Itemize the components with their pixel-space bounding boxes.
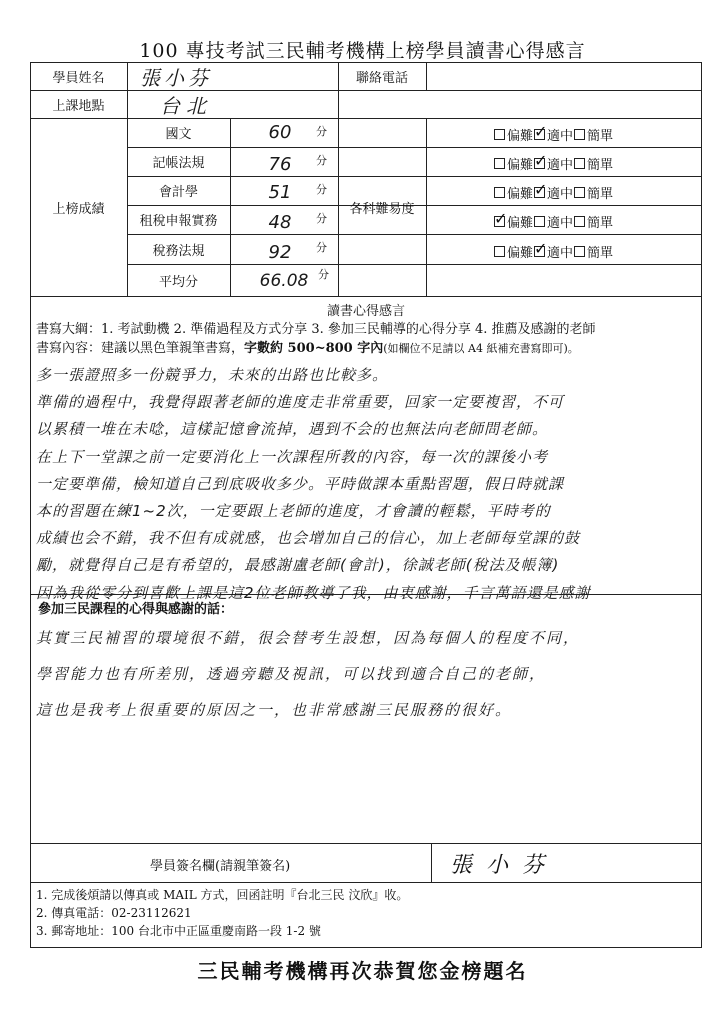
score-unit: 分 (316, 241, 327, 254)
difficulty-checkbox[interactable] (494, 246, 505, 257)
difficulty-checkbox[interactable] (574, 246, 585, 257)
difficulty-row: 偏難 ✓ 適中 簡單 (494, 242, 613, 261)
difficulty-checkbox[interactable] (534, 187, 545, 198)
subject-score[interactable]: 76 (268, 154, 292, 175)
essay-content-hint: 書寫內容：建議以黑色筆親筆書寫，字數約 500~800 字內(如欄位不足請以 A4 紙補充書寫即可)。 (36, 341, 579, 356)
difficulty-checkbox[interactable] (494, 158, 505, 169)
score-unit: 分 (316, 154, 327, 167)
notes (36, 886, 408, 940)
contact-label: 聯絡電話 (355, 70, 408, 86)
difficulty-checkbox[interactable] (574, 158, 585, 169)
difficulty-checkbox[interactable] (574, 187, 585, 198)
subject-name: 國文 (165, 127, 192, 142)
note-item: 1. 完成後煩請以傳真或 MAIL 方式，回函註明『台北三民 汶欣』收。 (36, 888, 409, 902)
subject-name: 租稅申報實務 (139, 214, 218, 229)
essay-line: 多一張證照多一份競爭力，未來的出路也比較多。 (36, 366, 389, 384)
score-unit: 分 (316, 183, 327, 196)
subject-score[interactable]: 60 (268, 122, 292, 143)
thanks-line: 學習能力也有所差別，透過旁聽及視訊，可以找到適合自己的老師， (36, 665, 547, 683)
subject-name: 記帳法規 (152, 156, 205, 171)
difficulty-checkbox[interactable] (534, 246, 545, 257)
signature-value[interactable]: 張小芬 (450, 853, 559, 878)
difficulty-row: ✓ 偏難 適中 簡單 (494, 212, 613, 231)
location-label: 上課地點 (52, 98, 105, 114)
essay-line: 一定要準備，檢知道自己到底吸收多少。平時做課本重點習題，假日時就課 (36, 474, 565, 493)
subject-name: 稅務法規 (152, 243, 205, 259)
thanks-title: 參加三民課程的心得與感謝的話： (38, 602, 234, 617)
essay-line: 因為我從零分到喜歡上課是這2位老師教導了我，由衷感謝，千言萬語還是感謝 (36, 583, 591, 602)
name-label: 學員姓名 (52, 70, 105, 86)
average-label: 平均分 (158, 274, 198, 290)
contact-value[interactable] (426, 62, 702, 90)
difficulty-checkbox[interactable] (534, 216, 545, 227)
difficulty-checkbox[interactable] (534, 129, 545, 140)
essay-text[interactable] (36, 362, 696, 607)
difficulty-section-label: 各科難易度 (349, 201, 415, 217)
difficulty-checkbox[interactable] (534, 158, 545, 169)
essay-title: 讀書心得感言 (326, 304, 405, 319)
essay-line: 成績也会不錯，我不但有成就感，也会增加自己的信心，加上老師每堂課的鼓 (36, 529, 581, 548)
score-unit: 分 (316, 125, 327, 138)
subject-score[interactable]: 48 (268, 212, 292, 233)
difficulty-checkbox[interactable] (574, 216, 585, 227)
name-value[interactable]: 張小芬 (140, 65, 212, 90)
essay-line: 準備的過程中，我覺得跟著老師的進度走非常重要，回家一定要複習，不可 (36, 393, 565, 412)
scores-section-label: 上榜成績 (52, 201, 105, 217)
footer-slogan: 三民輔考機構再次恭賀您金榜題名 (197, 959, 528, 983)
score-unit: 分 (318, 268, 329, 281)
signature-label: 學員簽名欄(請親筆簽名) (150, 859, 291, 874)
essay-line: 以累積一堆在未唸，這樣記憶會流掉，遇到不会的也無法向老師問老師。 (36, 420, 549, 439)
difficulty-checkbox[interactable] (494, 187, 505, 198)
form-title: 100 專技考試三民輔考機構上榜學員讀書心得感言 (139, 40, 586, 62)
difficulty-row: 偏難 ✓ 適中 簡單 (494, 154, 613, 173)
difficulty-row: 偏難 ✓ 適中 簡單 (494, 125, 613, 144)
location-value[interactable]: 台北 (160, 93, 212, 118)
note-item: 3. 郵寄地址：100 台北市中正區重慶南路一段 1-2 號 (36, 924, 321, 938)
essay-outline: 書寫大綱：1. 考試動機 2. 準備過程及方式分享 3. 參加三民輔導的心得分享 4. 推薦及感謝的老師 (36, 322, 596, 337)
difficulty-row: 偏難 ✓ 適中 簡單 (494, 183, 613, 202)
score-unit: 分 (316, 212, 327, 225)
thanks-line: 這也是我考上很重要的原因之一，也非常感謝三民服務的很好。 (36, 701, 513, 719)
essay-line: 在上下一堂課之前一定要消化上一次課程所教的內容，每一次的課後小考 (36, 447, 549, 466)
thanks-text[interactable] (36, 624, 696, 724)
subject-score[interactable]: 92 (268, 242, 292, 263)
average-score[interactable]: 66.08 (259, 270, 309, 291)
essay-line: 本的習題在練1~2次，一定要跟上老師的進度，才會讀的輕鬆，平時考的 (36, 501, 551, 520)
subject-score[interactable]: 51 (268, 182, 292, 203)
difficulty-checkbox[interactable] (494, 216, 505, 227)
difficulty-checkbox[interactable] (494, 129, 505, 140)
thanks-line: 其實三民補習的環境很不錯，很会替考生設想，因為每個人的程度不同， (36, 629, 581, 647)
difficulty-checkbox[interactable] (574, 129, 585, 140)
note-item: 2. 傳真電話：02-23112621 (36, 906, 192, 920)
subject-name: 會計學 (158, 185, 198, 200)
essay-line: 勵，就覺得自己是有希望的，最感謝盧老師(會計)，徐誠老師(稅法及帳簿) (36, 556, 560, 575)
